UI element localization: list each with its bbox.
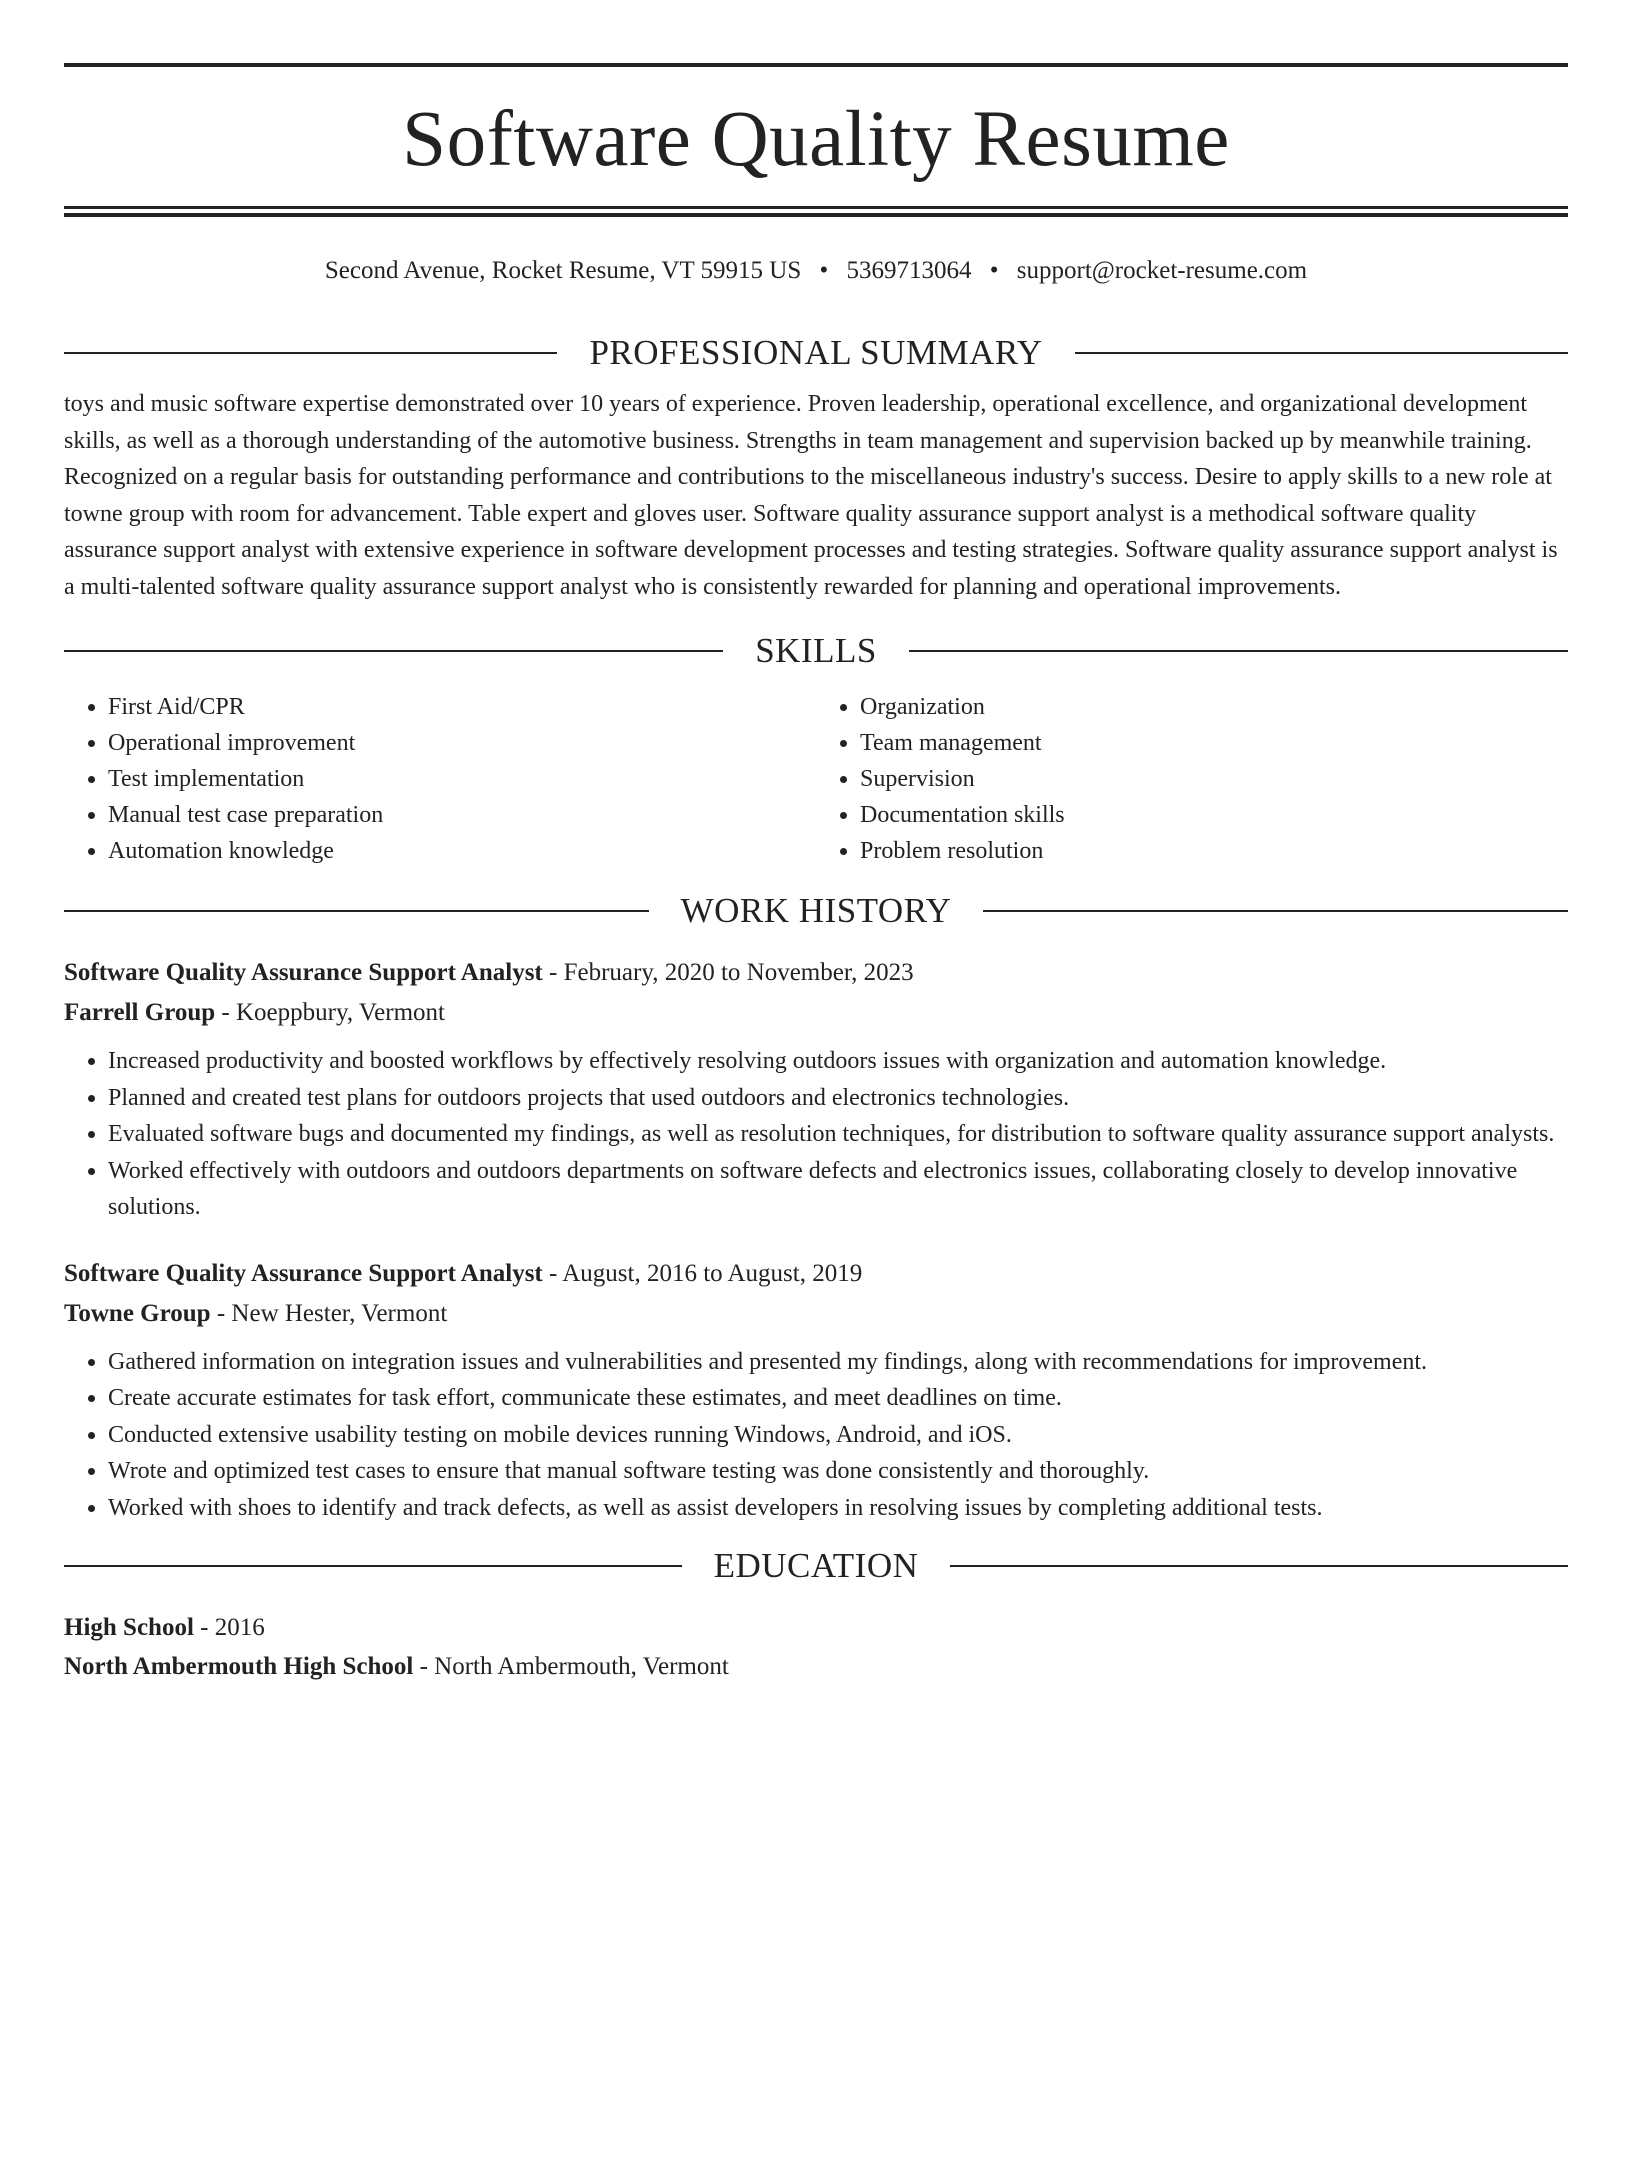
skills-list [64, 689, 1568, 869]
job-company-line [64, 993, 1568, 1033]
skill-item: • Team management [860, 725, 1568, 761]
skill-item: • Manual test case preparation [108, 797, 816, 833]
heading-rule [950, 1565, 1568, 1567]
job-entry [64, 953, 1568, 1226]
education-degree: High School [64, 1614, 194, 1641]
skill-item: • Documentation skills [860, 797, 1568, 833]
skills-column-left [64, 689, 816, 869]
job-entry [64, 1254, 1568, 1527]
summary-text: toys and music software expertise demonstrated over 10 years of experience. Proven leadership, operational excellence, and organizational development skills, as well as a thorough understanding of the automotive business. Strengths in team management and supervision backed up by meanwhile training. Recognized on a regular basis for outstanding performance and contributions to the miscellaneous industry's success. Desire to apply skills to a new role at towne group with room for advancement. Table expert and gloves user. Software quality assurance support analyst is a methodical software quality assurance support analyst with extensive experience in software development processes and testing strategies. Software quality assurance support analyst is a multi-talented software quality assurance support analyst who is consistently rewarded for planning and operational improvements. [64, 391, 1558, 600]
top-rule [64, 63, 1568, 67]
job-bullet: • Increased productivity and boosted workflows by effectively resolving outdoors issues with organization and automation knowledge. [108, 1043, 1568, 1080]
skill-item: • Supervision [860, 761, 1568, 797]
job-company-line [64, 1294, 1568, 1334]
education-school-line [64, 1647, 1568, 1686]
resume-page [0, 63, 1632, 2175]
contact-separator: • [819, 257, 829, 284]
job-company: Farrell Group [64, 999, 216, 1026]
section-heading-label: PROFESSIONAL SUMMARY [589, 333, 1043, 372]
job-bullet: • Worked effectively with outdoors and outdoors departments on software defects and electronics issues, collaborating closely to develop innovative solutions. [108, 1153, 1568, 1226]
skill-item: • Problem resolution [860, 833, 1568, 869]
job-bullet: • Planned and created test plans for outdoors projects that used outdoors and electronics technologies. [108, 1080, 1568, 1117]
title-double-rule [64, 206, 1568, 217]
heading-rule [64, 910, 649, 912]
section-heading-education [64, 1546, 1568, 1586]
job-dates: - February, 2020 to November, 2023 [549, 959, 914, 986]
contact-line [64, 251, 1568, 291]
job-dates: - August, 2016 to August, 2019 [549, 1259, 863, 1287]
job-bullets [64, 1344, 1568, 1527]
job-title-line [64, 953, 1568, 993]
skill-item: • First Aid/CPR [108, 689, 816, 725]
contact-email: support@rocket-resume.com [1016, 257, 1308, 284]
education-degree-line [64, 1608, 1568, 1647]
education-school: North Ambermouth High School [64, 1653, 414, 1680]
job-bullet: • Worked with shoes to identify and track defects, as well as assist developers in resolving issues by completing additional tests. [108, 1490, 1568, 1527]
heading-rule [983, 910, 1568, 912]
section-heading-skills [64, 631, 1568, 671]
job-location: - New Hester, Vermont [216, 1299, 448, 1327]
heading-rule [909, 650, 1568, 652]
skill-item: • Automation knowledge [108, 833, 816, 869]
skills-column-right [816, 689, 1568, 869]
education-location: - North Ambermouth, Vermont [419, 1653, 729, 1680]
resume-title: Software Quality Resume [402, 96, 1230, 183]
job-title-line [64, 1254, 1568, 1294]
section-heading-label: EDUCATION [713, 1546, 919, 1585]
education-year: - 2016 [200, 1614, 265, 1641]
heading-rule [64, 352, 557, 354]
job-location: - Koeppbury, Vermont [221, 999, 445, 1026]
education-entry [64, 1608, 1568, 1686]
job-bullets [64, 1043, 1568, 1226]
skill-item: • Organization [860, 689, 1568, 725]
heading-rule [1075, 352, 1568, 354]
skill-item: • Operational improvement [108, 725, 816, 761]
contact-separator: • [989, 257, 999, 284]
job-bullet: • Gathered information on integration issues and vulnerabilities and presented my findings, along with recommendations for improvement. [108, 1344, 1568, 1381]
job-company: Towne Group [64, 1299, 211, 1327]
heading-rule [64, 1565, 682, 1567]
heading-rule [64, 650, 723, 652]
job-bullet: • Wrote and optimized test cases to ensure that manual software testing was done consistently and thoroughly. [108, 1453, 1568, 1490]
section-heading-work-history [64, 891, 1568, 931]
job-bullet: • Create accurate estimates for task effort, communicate these estimates, and meet deadlines on time. [108, 1380, 1568, 1417]
job-title: Software Quality Assurance Support Analyst [64, 1259, 543, 1287]
skill-item: • Test implementation [108, 761, 816, 797]
job-bullet: • Evaluated software bugs and documented my findings, as well as resolution techniques, for distribution to software quality assurance support analysts. [108, 1116, 1568, 1153]
job-title: Software Quality Assurance Support Analyst [64, 959, 543, 986]
job-bullet: • Conducted extensive usability testing on mobile devices running Windows, Android, and iOS. [108, 1417, 1568, 1454]
contact-address: Second Avenue, Rocket Resume, VT 59915 US [324, 257, 802, 284]
contact-phone: 5369713064 [846, 257, 972, 284]
section-heading-summary [64, 333, 1568, 373]
section-heading-label: WORK HISTORY [680, 891, 952, 930]
section-heading-label: SKILLS [755, 631, 877, 670]
